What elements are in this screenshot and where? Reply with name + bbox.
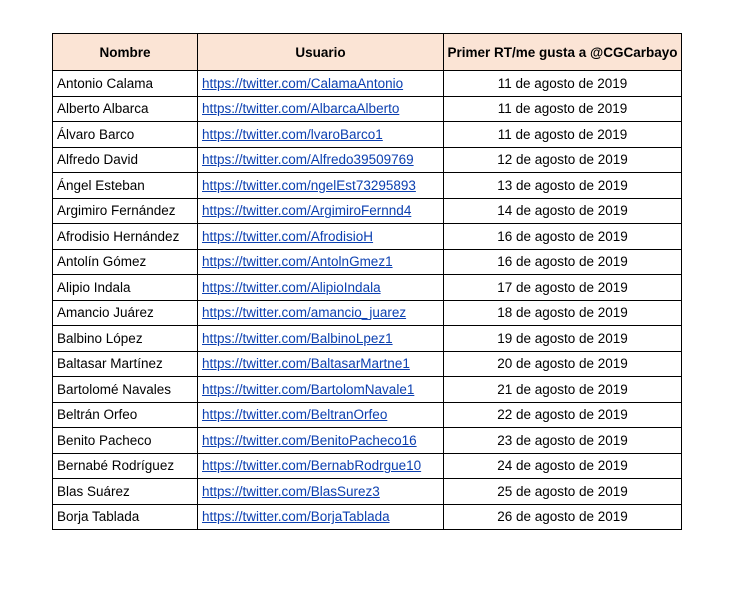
twitter-profile-link[interactable]: https://twitter.com/ngelEst73295893	[202, 177, 416, 193]
cell-fecha: 11 de agosto de 2019	[444, 71, 682, 97]
twitter-profile-link[interactable]: https://twitter.com/BenitoPacheco16	[202, 432, 417, 448]
cell-nombre: Borja Tablada	[53, 504, 198, 530]
cell-fecha: 21 de agosto de 2019	[444, 377, 682, 403]
cell-fecha: 19 de agosto de 2019	[444, 326, 682, 352]
cell-nombre: Amancio Juárez	[53, 300, 198, 326]
cell-nombre: Antolín Gómez	[53, 249, 198, 275]
cell-nombre: Alipio Indala	[53, 275, 198, 301]
table-row	[53, 300, 682, 326]
table-row	[53, 122, 682, 148]
table-row	[53, 147, 682, 173]
cell-fecha: 11 de agosto de 2019	[444, 122, 682, 148]
cell-usuario	[198, 71, 444, 97]
table-row	[53, 173, 682, 199]
cell-fecha: 20 de agosto de 2019	[444, 351, 682, 377]
cell-fecha: 23 de agosto de 2019	[444, 428, 682, 454]
cell-usuario	[198, 147, 444, 173]
table-row	[53, 198, 682, 224]
cell-nombre: Blas Suárez	[53, 479, 198, 505]
cell-fecha: 11 de agosto de 2019	[444, 96, 682, 122]
table-row	[53, 224, 682, 250]
cell-nombre: Afrodisio Hernández	[53, 224, 198, 250]
cell-fecha: 16 de agosto de 2019	[444, 224, 682, 250]
cell-usuario	[198, 479, 444, 505]
cell-fecha: 13 de agosto de 2019	[444, 173, 682, 199]
cell-nombre: Benito Pacheco	[53, 428, 198, 454]
cell-usuario	[198, 402, 444, 428]
table-row	[53, 453, 682, 479]
twitter-profile-link[interactable]: https://twitter.com/BlasSurez3	[202, 483, 380, 499]
table-row	[53, 377, 682, 403]
twitter-profile-link[interactable]: https://twitter.com/lvaroBarco1	[202, 126, 383, 142]
table-row	[53, 71, 682, 97]
table-row	[53, 96, 682, 122]
header-nombre: Nombre	[53, 34, 198, 71]
twitter-profile-link[interactable]: https://twitter.com/AntolnGmez1	[202, 254, 393, 270]
cell-nombre: Baltasar Martínez	[53, 351, 198, 377]
cell-usuario	[198, 198, 444, 224]
twitter-profile-link[interactable]: https://twitter.com/BernabRodrgue10	[202, 458, 422, 474]
cell-usuario	[198, 122, 444, 148]
cell-nombre: Beltrán Orfeo	[53, 402, 198, 428]
cell-nombre: Ángel Esteban	[53, 173, 198, 199]
cell-nombre: Bartolomé Navales	[53, 377, 198, 403]
cell-fecha: 18 de agosto de 2019	[444, 300, 682, 326]
users-table-container	[52, 33, 681, 530]
table-row	[53, 504, 682, 530]
cell-fecha: 25 de agosto de 2019	[444, 479, 682, 505]
cell-nombre: Bernabé Rodríguez	[53, 453, 198, 479]
table-row	[53, 249, 682, 275]
twitter-profile-link[interactable]: https://twitter.com/BorjaTablada	[202, 509, 390, 525]
cell-fecha: 17 de agosto de 2019	[444, 275, 682, 301]
cell-usuario	[198, 173, 444, 199]
cell-usuario	[198, 428, 444, 454]
twitter-profile-link[interactable]: https://twitter.com/AlipioIndala	[202, 279, 381, 295]
table-header-row	[53, 34, 682, 71]
twitter-profile-link[interactable]: https://twitter.com/AfrodisioH	[202, 228, 374, 244]
cell-usuario	[198, 249, 444, 275]
twitter-profile-link[interactable]: https://twitter.com/BalbinoLpez1	[202, 330, 393, 346]
cell-usuario	[198, 504, 444, 530]
twitter-profile-link[interactable]: https://twitter.com/amancio_juarez	[202, 305, 407, 321]
cell-usuario	[198, 96, 444, 122]
twitter-profile-link[interactable]: https://twitter.com/AlbarcaAlberto	[202, 101, 400, 117]
cell-nombre: Alberto Albarca	[53, 96, 198, 122]
twitter-profile-link[interactable]: https://twitter.com/ArgimiroFernnd4	[202, 203, 412, 219]
table-body	[53, 71, 682, 530]
cell-nombre: Álvaro Barco	[53, 122, 198, 148]
twitter-profile-link[interactable]: https://twitter.com/Alfredo39509769	[202, 152, 414, 168]
cell-fecha: 16 de agosto de 2019	[444, 249, 682, 275]
cell-nombre: Argimiro Fernández	[53, 198, 198, 224]
table-row	[53, 275, 682, 301]
table-row	[53, 479, 682, 505]
users-table	[52, 33, 682, 530]
cell-fecha: 26 de agosto de 2019	[444, 504, 682, 530]
header-usuario: Usuario	[198, 34, 444, 71]
cell-usuario	[198, 453, 444, 479]
cell-fecha: 24 de agosto de 2019	[444, 453, 682, 479]
cell-usuario	[198, 377, 444, 403]
cell-fecha: 14 de agosto de 2019	[444, 198, 682, 224]
cell-fecha: 22 de agosto de 2019	[444, 402, 682, 428]
cell-usuario	[198, 224, 444, 250]
cell-usuario	[198, 300, 444, 326]
cell-nombre: Alfredo David	[53, 147, 198, 173]
cell-usuario	[198, 326, 444, 352]
cell-usuario	[198, 351, 444, 377]
twitter-profile-link[interactable]: https://twitter.com/BaltasarMartne1	[202, 356, 410, 372]
cell-fecha: 12 de agosto de 2019	[444, 147, 682, 173]
table-row	[53, 326, 682, 352]
cell-nombre: Balbino López	[53, 326, 198, 352]
table-row	[53, 402, 682, 428]
twitter-profile-link[interactable]: https://twitter.com/CalamaAntonio	[202, 75, 404, 91]
twitter-profile-link[interactable]: https://twitter.com/BartolomNavale1	[202, 381, 415, 397]
table-row	[53, 351, 682, 377]
twitter-profile-link[interactable]: https://twitter.com/BeltranOrfeo	[202, 407, 388, 423]
cell-nombre: Antonio Calama	[53, 71, 198, 97]
header-fecha: Primer RT/me gusta a @CGCarbayo	[444, 34, 682, 71]
table-row	[53, 428, 682, 454]
cell-usuario	[198, 275, 444, 301]
